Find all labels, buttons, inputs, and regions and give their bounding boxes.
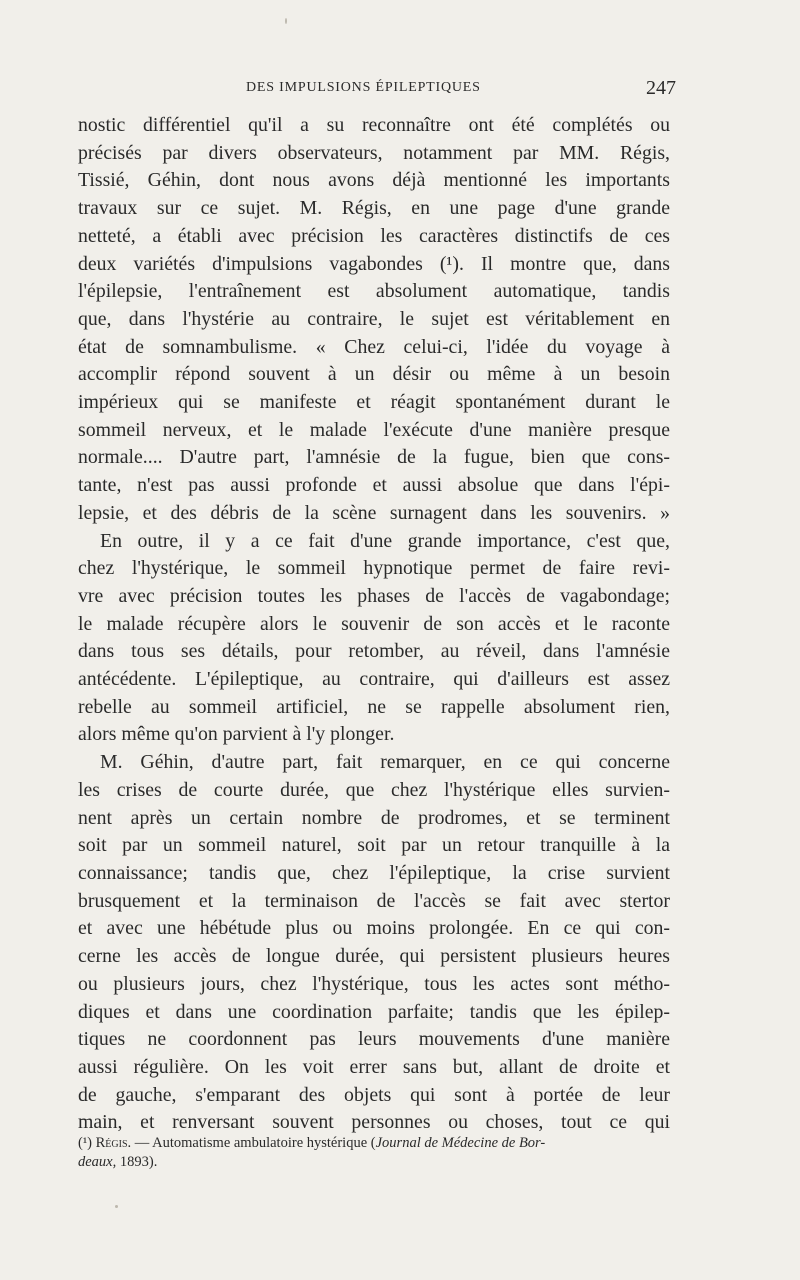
text-line: nostic différentiel qu'il a su reconnaître ont été complétés ou [78,114,670,136]
text-line: accomplir répond souvent à un désir ou même à un besoin [78,363,670,386]
page-number: 247 [646,77,676,99]
text-line: deux variétés d'impulsions vagabondes (¹). Il montre que, dans [78,252,670,275]
page-header [246,77,676,104]
footnote [78,1134,670,1172]
text-line: cerne les accès de longue durée, qui persistent plusieurs heures [78,945,670,968]
text-line: brusquement et la terminaison de l'accès se fait avec stertor [78,889,670,912]
text-line: main, et renversant souvent personnes ou choses, tout ce qui [78,1111,670,1134]
text-line: En outre, il y a ce fait d'une grande importance, c'est que, [100,529,670,552]
text-line: dans tous ses détails, pour retomber, au réveil, dans l'amnésie [78,640,670,663]
text-line: tiques ne coordonnent pas leurs mouvements d'une manière [78,1028,670,1051]
text-line: les crises de courte durée, que chez l'hystérique elles survien- [78,778,670,801]
text-line: chez l'hystérique, le sommeil hypnotique permet de faire revi- [78,557,670,580]
text-line: normale.... D'autre part, l'amnésie de la fugue, bien que cons- [78,446,670,469]
text-line: diques et dans une coordination parfaite; tandis que les épilep- [78,1000,670,1023]
footnote-marker: (¹) [78,1135,93,1151]
text-line: rebelle au sommeil artificiel, ne se rappelle absolument rien, [78,695,670,718]
footnote-author: Régis. [95,1135,132,1151]
text-line: connaissance; tandis que, chez l'épileptique, la crise survient [78,861,670,884]
text-line: précisés par divers observateurs, notamment par MM. Régis, [78,141,670,164]
footnote-year: 1893). [116,1154,158,1170]
text-line: aussi régulière. On les voit errer sans but, allant de droite et [78,1055,670,1078]
text-line: que, dans l'hystérie au contraire, le sujet est véritablement en [78,307,670,330]
text-line: soit par un sommeil naturel, soit par un retour tranquille à la [78,834,670,857]
text-line: le malade récupère alors le souvenir de son accès et le raconte [78,612,670,635]
text-line: alors même qu'on parvient à l'y plonger. [78,723,395,746]
running-title: DES IMPULSIONS ÉPILEPTIQUES [246,80,481,95]
text-line: vre avec précision toutes les phases de l'accès de vagabondage; [78,584,670,607]
text-line: impérieux qui se manifeste et réagit spontanément durant le [78,391,670,414]
text-line: ou plusieurs jours, chez l'hystérique, tous les actes sont métho- [78,972,670,995]
text-line: lepsie, et des débris de la scène surnagent dans les souvenirs. » [78,501,670,524]
text-line: nent après un certain nombre de prodromes, et se terminent [78,806,670,829]
text-line: travaux sur ce sujet. M. Régis, en une page d'une grande [78,197,670,220]
footnote-text: — Automatisme ambulatoire hystérique ( [131,1135,376,1151]
text-line: sommeil nerveux, et le malade l'exécute d'une manière presque [78,418,670,441]
text-line: tante, n'est pas aussi profonde et aussi absolue que dans l'épi- [78,474,670,497]
text-line: netteté, a établi avec précision les caractères distinctifs de ces [78,224,670,247]
text-line: l'épilepsie, l'entraînement est absolument automatique, tandis [78,280,670,303]
text-line: antécédente. L'épileptique, au contraire, qui d'ailleurs est assez [78,668,670,691]
footnote-journal: Journal de Médecine de Bor- [375,1135,546,1151]
text-line: de gauche, s'emparant des objets qui sont à portée de leur [78,1083,670,1106]
text-line: M. Géhin, d'autre part, fait remarquer, en ce qui concerne [100,751,670,774]
paper-speck [115,1205,118,1208]
text-line: Tissié, Géhin, dont nous avons déjà mentionné les importants [78,169,670,192]
paper-speck [285,18,287,24]
text-line: état de somnambulisme. « Chez celui-ci, l'idée du voyage à [78,335,670,358]
footnote-journal-cont: deaux, [78,1154,117,1170]
text-line: et avec une hébétude plus ou moins prolongée. En ce qui con- [78,917,670,940]
body-text [78,112,670,1137]
